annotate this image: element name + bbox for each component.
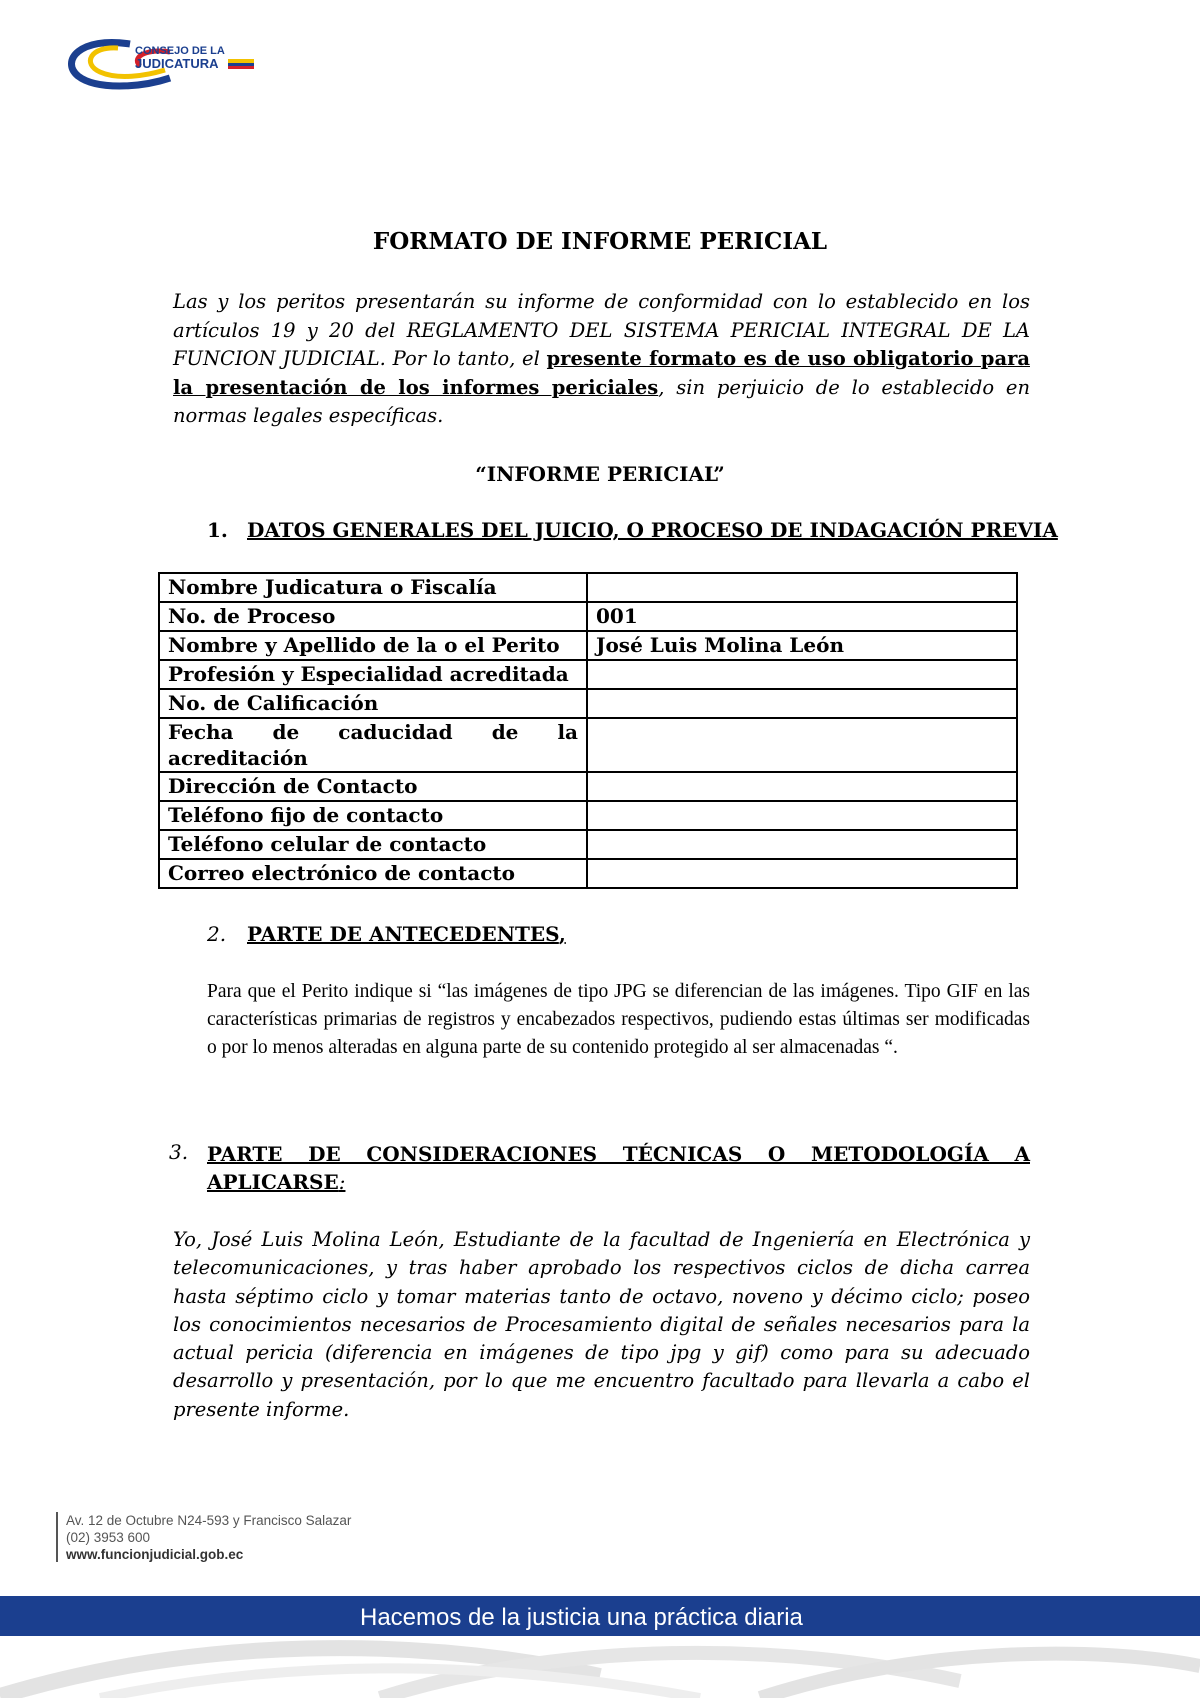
row-label: Fecha de caducidad de la acreditación [159,718,587,772]
row-label: No. de Calificación [159,689,587,718]
footer-decoration [0,1636,1200,1698]
antecedentes-paragraph: Para que el Perito indique si “las imágenes de tipo JPG se diferencian de las imágenes. Tipo GIF en las características primarias de registros y encabezados respectivos, pudiendo estas últimas ser modificadas o por lo menos alteradas en alguna parte de su contenido protegido al ser almacenadas “. [207,981,1030,1058]
footer-address: Av. 12 de Octubre N24-593 y Francisco Salazar [66,1513,352,1528]
footer-contact [66,1512,351,1563]
informe-title: “INFORME PERICIAL” [475,462,725,486]
section2-title: PARTE DE ANTECEDENTES [247,922,559,946]
footer-slogan: Hacemos de la justicia una práctica diaria [360,1604,803,1631]
row-label: Nombre y Apellido de la o el Perito [159,631,587,660]
logo-text-line2: JUDICATURA [135,56,219,71]
consideraciones-paragraph: Yo, José Luis Molina León, Estudiante de la facultad de Ingeniería en Electrónica y telecomunicaciones, y tras haber aprobado los respectivos ciclos de dicha carrea hasta séptimo ciclo y tomar materias tanto de octavo, noveno y décimo ciclo; poseo los conocimientos necesarios de Procesamiento digital de señales necesarios para la actual pericia (diferencia en imágenes de tipo jpg y gif) como para su adecuado desarrollo y presentación, por lo que me encuentro facultado para llevarla a cabo el presente informe. [173,1228,1030,1421]
section3-title-wrap [207,1140,1030,1196]
row-value [587,859,1017,888]
section1-heading [207,518,1058,542]
logo-text-line1: CONSEJO DE LA [135,45,225,57]
intro-text-part1: Las y los peritos presentarán su informe de conformidad con lo establecido en los artículos 19 y 20 del REGLAMENTO DEL SISTEMA PERICIAL INTEGRAL DE LA FUNCION JUDICIAL. Por lo tanto, el [173,290,1030,370]
intro-paragraph [173,288,1030,431]
table-row [159,830,1017,859]
judicatura-logo-icon [60,26,300,96]
table-row [159,573,1017,602]
table-row [159,689,1017,718]
row-value: 001 [587,602,1017,631]
general-data-table [158,572,1018,889]
table-row [159,631,1017,660]
swoosh-decoration-icon [0,1636,1200,1698]
table-row [159,602,1017,631]
row-value [587,660,1017,689]
section3-title-suffix: : [338,1170,346,1194]
row-value [587,830,1017,859]
table-row [159,772,1017,801]
footer-website-link[interactable]: www.funcionjudicial.gob.ec [66,1547,244,1562]
judicatura-logo [60,26,300,96]
table-row [159,859,1017,888]
table-row [159,660,1017,689]
row-label: Dirección de Contacto [159,772,587,801]
row-value [587,772,1017,801]
footer-divider [56,1512,58,1562]
row-value: José Luis Molina León [587,631,1017,660]
section3-number: 3. [169,1140,189,1164]
row-label: Correo electrónico de contacto [159,859,587,888]
section2-heading [207,922,566,946]
section3-title: PARTE DE CONSIDERACIONES TÉCNICAS O METODOLOGÍA A APLICARSE [207,1142,1030,1194]
footer-phone: (02) 3953 600 [66,1530,151,1545]
document-title: FORMATO DE INFORME PERICIAL [372,228,828,255]
row-label: Teléfono fijo de contacto [159,801,587,830]
section1-title: DATOS GENERALES DEL JUICIO, O PROCESO DE INDAGACIÓN PREVIA [247,518,1058,542]
section2-number: 2. [207,922,227,946]
row-value [587,689,1017,718]
section2-title-suffix: , [558,922,566,946]
intro-text-emphasis: presente formato es de uso obligatorio para la presentación de los informes periciales [173,347,1030,399]
row-label: No. de Proceso [159,602,587,631]
row-label: Profesión y Especialidad acreditada [159,660,587,689]
row-value [587,801,1017,830]
row-label: Teléfono celular de contacto [159,830,587,859]
row-label: Nombre Judicatura o Fiscalía [159,573,587,602]
table-row [159,718,1017,772]
row-value [587,718,1017,772]
intro-text-part2: , sin perjuicio de lo establecido en normas legales específicas. [173,375,1030,427]
table-row [159,801,1017,830]
row-value [587,573,1017,602]
section1-number: 1. [207,518,228,542]
section3-heading [169,1140,1030,1196]
